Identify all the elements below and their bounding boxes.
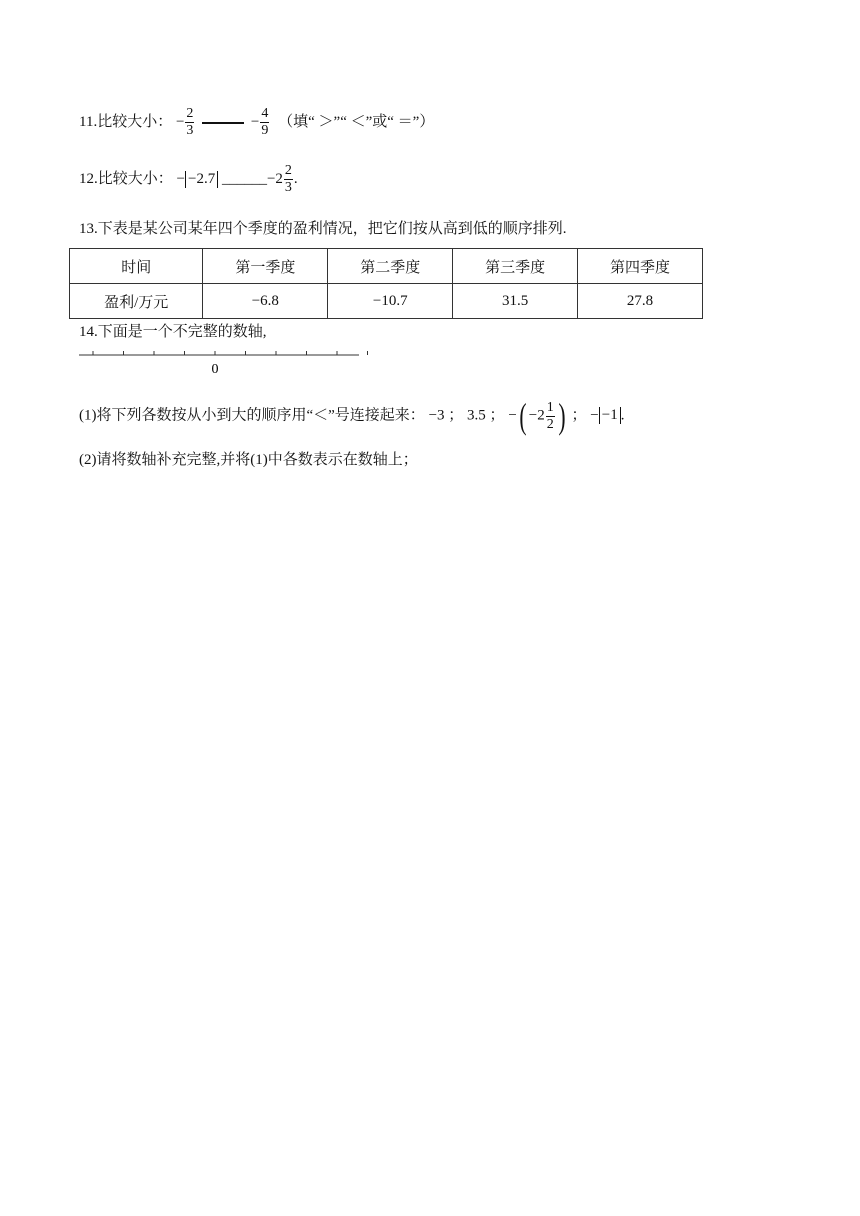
p1-number-4-neg: − [590, 407, 599, 424]
q12-denominator: 3 [284, 180, 292, 195]
q12-prefix: 12.比较大小： [79, 170, 173, 187]
table-row [70, 284, 703, 319]
p1-prefix: (1)将下列各数按从小到大的顺序用“＜”号连接起来： [79, 407, 425, 424]
p1-denominator: 2 [546, 416, 554, 432]
table-cell: 27.8 [578, 284, 703, 319]
table-cell: −6.8 [203, 284, 328, 319]
number-line [79, 349, 369, 379]
table-header: 第四季度 [578, 249, 703, 284]
table-row-label: 盈利/万元 [70, 284, 203, 319]
p1-sep: ； [571, 407, 587, 424]
question-12 [79, 163, 298, 196]
q12-abs-bar-right [217, 171, 218, 188]
table-header: 时间 [70, 249, 203, 284]
p1-sep: ； [448, 407, 464, 424]
q11-b-numerator: 4 [261, 106, 269, 121]
q12-neg: − [176, 170, 185, 187]
p1-numerator: 1 [546, 399, 554, 415]
p1-abs-content: −1 [601, 407, 618, 424]
zero-label: 0 [211, 362, 219, 377]
question-14-part-2: (2)请将数轴补充完整,并将(1)中各数表示在数轴上； [79, 452, 418, 468]
profit-table [69, 248, 703, 319]
table-header: 第三季度 [453, 249, 578, 284]
p1-number-2: 3.5 [467, 407, 486, 424]
right-paren: ) [558, 396, 566, 436]
q11-prefix: 11.比较大小： [79, 113, 173, 130]
p1-end: . [620, 407, 625, 424]
q11-fraction-a [185, 106, 194, 139]
q11-b-denominator: 9 [261, 123, 269, 138]
q12-abs-content: −2.7 [187, 170, 216, 187]
q11-suffix: （填“ ＞”“ ＜”或“ ＝”） [278, 113, 435, 130]
p1-number-3-neg: − [508, 407, 517, 424]
q11-a-sign: − [175, 113, 185, 130]
q12-end: . [293, 170, 298, 187]
p1-number-1: −3 [428, 407, 445, 424]
question-14-text: 14.下面是一个不完整的数轴, [79, 324, 267, 340]
number-line-ticks [93, 351, 368, 355]
q11-answer-blank[interactable] [202, 122, 244, 124]
q11-fraction-b [260, 106, 269, 139]
q11-a-numerator: 2 [186, 106, 194, 121]
q12-fraction [284, 163, 293, 196]
question-14-part-1 [79, 398, 624, 434]
p1-fraction [546, 400, 555, 433]
q12-numerator: 2 [284, 163, 292, 178]
left-paren: ( [519, 396, 527, 436]
q12-answer-blank[interactable]: ______ [221, 170, 267, 187]
question-13-text: 13.下表是某公司某年四个季度的盈利情况，把它们按从高到低的顺序排列. [79, 221, 567, 237]
p1-absolute-value [599, 407, 621, 424]
q12-absolute-value [185, 171, 217, 188]
p1-number-3-inner: −2 [528, 407, 545, 424]
q11-a-denominator: 3 [186, 123, 194, 138]
table-header: 第二季度 [328, 249, 453, 284]
p1-sep: ； [489, 407, 505, 424]
table-header: 第一季度 [203, 249, 328, 284]
question-11 [79, 106, 434, 139]
q12-b-whole: −2 [266, 170, 283, 187]
table-cell: −10.7 [328, 284, 453, 319]
q11-b-sign: − [250, 113, 260, 130]
table-header-row [70, 249, 703, 284]
table-cell: 31.5 [453, 284, 578, 319]
